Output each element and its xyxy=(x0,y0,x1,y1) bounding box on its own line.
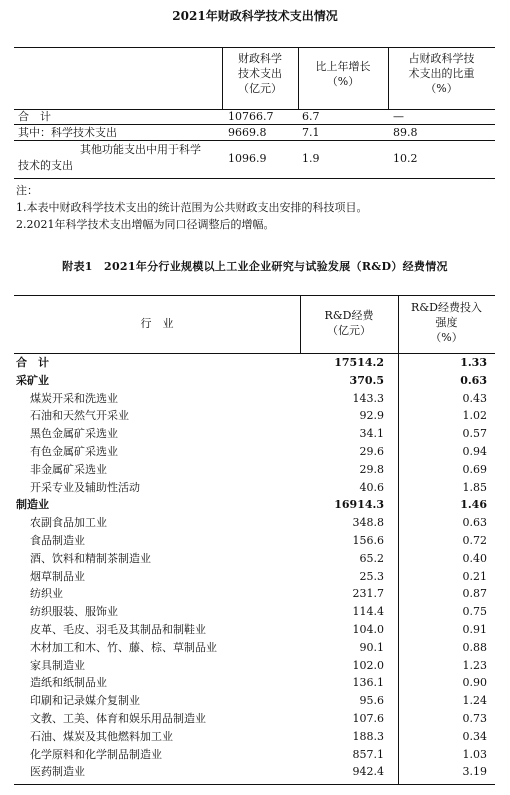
industry-name: 酒、饮料和精制茶制造业 xyxy=(30,551,151,565)
fiscal-st-expenditure-table xyxy=(14,47,495,179)
rd-intensity-value: 0.40 xyxy=(462,551,487,565)
rd-intensity-value: 1.03 xyxy=(462,747,487,761)
rd-expenditure-value: 92.9 xyxy=(359,409,384,423)
table-row xyxy=(14,479,495,497)
industry-name: 木材加工和木、竹、藤、棕、草制品业 xyxy=(30,640,217,654)
table1-row-label: 合 计 xyxy=(18,110,51,123)
rd-intensity-value: 0.91 xyxy=(462,623,487,636)
table-row xyxy=(14,425,495,443)
table1-cell: — xyxy=(393,110,404,123)
rd-expenditure-value: 104.0 xyxy=(352,623,384,636)
rd-intensity-value: 0.21 xyxy=(462,569,487,583)
table2-title: 附表1 2021年分行业规模以上工业企业研究与试验发展（R&D）经费情况 xyxy=(62,260,448,273)
table1-cell: 6.7 xyxy=(302,110,320,123)
rd-expenditure-value: 102.0 xyxy=(352,658,384,672)
table-row xyxy=(14,710,495,728)
rd-expenditure-value: 114.4 xyxy=(352,605,384,619)
rd-intensity-value: 0.94 xyxy=(462,445,487,458)
rd-expenditure-value: 65.2 xyxy=(359,551,384,565)
industry-name: 烟草制品业 xyxy=(30,569,85,583)
industry-name: 石油和天然气开采业 xyxy=(30,409,129,423)
table1-row-label: 其中：科学技术支出 xyxy=(18,126,117,139)
industry-name: 煤炭开采和洗选业 xyxy=(30,391,118,405)
table1-cell: 10766.7 xyxy=(228,110,274,123)
rd-intensity-value: 1.23 xyxy=(462,658,487,672)
industry-name: 制造业 xyxy=(16,498,49,512)
rd-intensity-value: 0.73 xyxy=(462,712,487,725)
industry-name: 农副食品加工业 xyxy=(30,516,107,530)
table1-header-share: 占财政科学技 术支出的比重 （%） xyxy=(408,52,475,95)
table-row xyxy=(14,621,495,639)
table-row xyxy=(14,550,495,568)
industry-name: 石油、煤炭及其他燃料加工业 xyxy=(30,729,173,743)
table1-top-rule xyxy=(14,47,495,48)
table-row xyxy=(14,585,495,603)
industry-rd-table xyxy=(14,295,495,785)
table1-cell: 1.9 xyxy=(302,152,320,165)
rd-intensity-value: 0.34 xyxy=(462,729,487,743)
table1-notes: 注： 1.本表中财政科学技术支出的统计范围为公共财政支出安排的科技项目。 2.2021年科学技术支出增幅为同口径调整后的增幅。 xyxy=(16,184,368,231)
table1-header-amount: 财政科学 技术支出 （亿元） xyxy=(238,52,282,95)
table1-cell: 89.8 xyxy=(393,126,418,139)
table-row xyxy=(14,639,495,657)
rd-expenditure-value: 95.6 xyxy=(359,694,384,708)
industry-name: 非金属矿采选业 xyxy=(30,462,107,476)
table1-cell: 7.1 xyxy=(302,126,320,139)
industry-name: 印刷和记录媒介复制业 xyxy=(30,694,140,708)
table1-cell: 9669.8 xyxy=(228,126,267,139)
industry-name: 黑色金属矿采选业 xyxy=(30,427,118,441)
rd-intensity-value: 0.87 xyxy=(462,587,487,601)
table2-header-intensity: R&D经费投入 强度 （%） xyxy=(411,301,482,344)
rd-expenditure-value: 942.4 xyxy=(352,765,384,779)
table-row xyxy=(14,407,495,425)
industry-name: 纺织业 xyxy=(30,587,63,601)
rd-expenditure-value: 90.1 xyxy=(359,640,384,654)
rd-intensity-value: 0.88 xyxy=(462,640,487,654)
rd-expenditure-value: 34.1 xyxy=(359,427,384,441)
rd-expenditure-value: 136.1 xyxy=(352,676,384,690)
table-row xyxy=(14,746,495,764)
industry-name: 造纸和纸制品业 xyxy=(30,676,107,690)
table-row xyxy=(14,390,495,408)
industry-name: 采矿业 xyxy=(16,373,49,387)
industry-name: 医药制造业 xyxy=(30,765,85,779)
rd-intensity-value: 1.24 xyxy=(462,694,487,708)
table-row xyxy=(14,728,495,746)
rd-expenditure-value: 17514.2 xyxy=(334,356,384,369)
table-row xyxy=(14,692,495,710)
table2-header-rd: R&D经费 （亿元） xyxy=(324,309,374,337)
rd-expenditure-value: 16914.3 xyxy=(334,498,384,512)
rd-expenditure-value: 348.8 xyxy=(352,516,384,530)
rd-expenditure-value: 40.6 xyxy=(359,480,384,494)
rd-intensity-value: 0.57 xyxy=(462,427,487,441)
industry-name: 有色金属矿采选业 xyxy=(30,445,118,458)
rd-intensity-value: 3.19 xyxy=(462,765,487,779)
table-row xyxy=(14,603,495,621)
rd-intensity-value: 0.63 xyxy=(462,516,487,530)
rd-expenditure-value: 143.3 xyxy=(352,391,384,405)
industry-name: 合 计 xyxy=(16,356,49,369)
industry-name: 开采专业及辅助性活动 xyxy=(30,480,140,494)
table2-top-rule xyxy=(14,295,495,296)
rd-intensity-value: 0.72 xyxy=(462,534,487,547)
table1-title: 2021年财政科学技术支出情况 xyxy=(172,9,338,23)
table1-row-rule xyxy=(14,140,495,141)
rd-expenditure-value: 29.8 xyxy=(359,462,384,476)
rd-expenditure-value: 25.3 xyxy=(359,569,384,583)
rd-intensity-value: 0.43 xyxy=(462,391,487,405)
industry-name: 纺织服装、服饰业 xyxy=(30,605,118,619)
table-row xyxy=(14,532,495,550)
table-row xyxy=(14,496,495,514)
rd-intensity-value: 0.63 xyxy=(460,373,487,387)
rd-expenditure-value: 857.1 xyxy=(352,747,384,761)
table-row xyxy=(14,461,495,479)
rd-expenditure-value: 370.5 xyxy=(349,373,384,387)
table-row xyxy=(14,372,495,390)
industry-name: 皮革、毛皮、羽毛及其制品和制鞋业 xyxy=(30,623,206,636)
table-row xyxy=(14,568,495,586)
rd-expenditure-value: 231.7 xyxy=(352,587,384,601)
table1-cell: 10.2 xyxy=(393,152,418,165)
industry-name: 食品制造业 xyxy=(30,534,85,547)
rd-intensity-value: 0.69 xyxy=(462,462,487,476)
industry-name: 文教、工美、体育和娱乐用品制造业 xyxy=(30,712,206,725)
rd-expenditure-value: 188.3 xyxy=(352,729,384,743)
industry-name: 化学原料和化学制品制造业 xyxy=(30,747,162,761)
rd-intensity-value: 0.75 xyxy=(462,605,487,619)
rd-expenditure-value: 29.6 xyxy=(359,445,384,458)
table-row xyxy=(14,674,495,692)
table-row xyxy=(14,763,495,781)
rd-expenditure-value: 156.6 xyxy=(352,534,384,547)
table-row xyxy=(14,514,495,532)
table-row xyxy=(14,657,495,675)
rd-intensity-value: 1.33 xyxy=(460,356,487,369)
rd-intensity-value: 1.02 xyxy=(462,409,487,423)
rd-intensity-value: 1.46 xyxy=(460,498,487,512)
industry-name: 家具制造业 xyxy=(30,658,85,672)
table-row xyxy=(14,443,495,461)
table1-bottom-rule xyxy=(14,178,495,179)
rd-expenditure-value: 107.6 xyxy=(352,712,384,725)
table1-cell: 1096.9 xyxy=(228,152,267,165)
rd-intensity-value: 1.85 xyxy=(462,480,487,494)
table1-row-label: 其他功能支出中用于科学 xyxy=(80,143,201,156)
rd-intensity-value: 0.90 xyxy=(462,676,487,690)
table1-header-growth: 比上年增长 （%） xyxy=(315,60,371,88)
table2-header-industry: 行 业 xyxy=(140,317,174,330)
table-row xyxy=(14,354,495,372)
table1-row-label: 技术的支出 xyxy=(18,159,73,172)
table2-bottom-rule xyxy=(14,784,495,785)
